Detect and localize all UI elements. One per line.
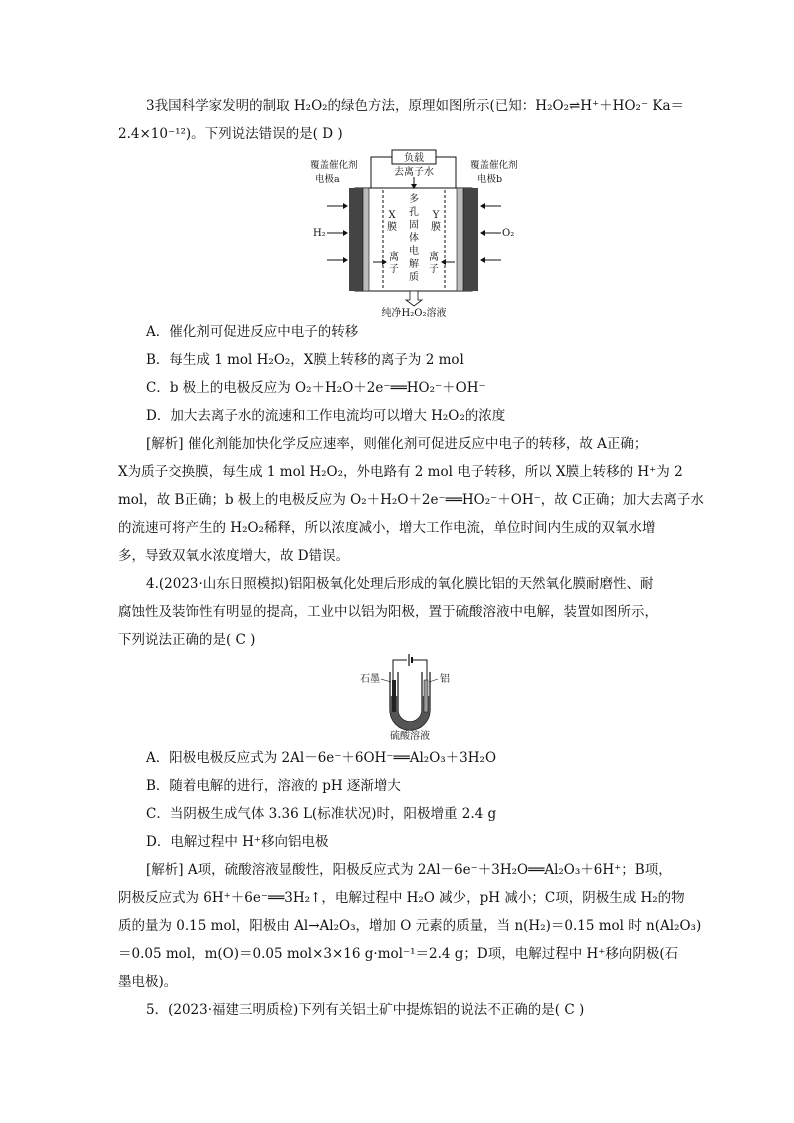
catalyst-a <box>363 188 369 291</box>
q3-option-d: D．加大去离子水的流速和工作电流均可以增大 H₂O₂的浓度 <box>146 408 506 424</box>
q5-stem-line-1: 5．(2023·福建三明质检)下列有关铝土矿中提炼铝的说法不正确的是( C ) <box>146 1002 585 1018</box>
electrolyte-char: 孔 <box>409 207 419 218</box>
q4-stem-line-3: 下列说法正确的是( C ) <box>118 632 256 648</box>
cat-a-label-2: 电极a <box>315 174 340 185</box>
electrolyte-char: 固 <box>409 220 419 231</box>
water-label: 去离子水 <box>394 167 434 178</box>
load-label: 负载 <box>404 153 424 164</box>
catalyst-b <box>457 188 463 291</box>
q3-option-a: A．催化剂可促进反应中电子的转移 <box>146 324 359 340</box>
electrolyte-char: 多 <box>409 194 419 205</box>
y-membrane-label-1: Y <box>432 210 440 221</box>
q4-analysis-line: ＝0.05 mol，m(O)＝0.05 mol×3×16 g·mol⁻¹＝2.4 g；D项，电解过程中 H⁺移向阴极(石 <box>118 946 679 962</box>
q3-option-b: B．每生成 1 mol H₂O₂，X膜上转移的离子为 2 mol <box>146 352 464 368</box>
ion-right-2: 子 <box>429 264 439 275</box>
q3-analysis-line: 多，导致双氧水浓度增大，故 D错误。 <box>118 548 350 564</box>
electrolysis-diagram <box>360 652 460 742</box>
q3-analysis-line: mol，故 B正确；b 极上的电极反应为 O₂＋H₂O＋2e⁻══HO₂⁻＋OH⁻，故 C正确；加大去离子水 <box>118 492 704 508</box>
q4-analysis-line: 墨电极)。 <box>118 974 178 990</box>
q4-analysis-line: [解析] A项，硫酸溶液显酸性，阳极反应式为 2Al－6e⁻＋3H₂O══Al₂O₃＋6H⁺；B项， <box>146 862 672 878</box>
y-membrane-label-2: 膜 <box>431 222 441 233</box>
ion-left-1: 离 <box>389 252 399 263</box>
q3-analysis-line: 的流速可将产生的 H₂O₂稀释，所以浓度减小，增大工作电流，单位时间内生成的双氧水增 <box>118 520 656 536</box>
bottom-label: 纯净H₂O₂溶液 <box>381 308 447 318</box>
graphite-electrode <box>392 680 396 712</box>
q3-analysis-line: [解析] 催化剂能加快化学反应速率，则催化剂可促进反应中电子的转移，故 A正确； <box>146 436 648 452</box>
cat-a-label-1: 覆盖催化剂 <box>310 160 358 171</box>
x-membrane-label-1: X <box>388 210 396 221</box>
solution-label: 硫酸溶液 <box>390 731 430 742</box>
o2-label: O₂ <box>502 228 515 239</box>
aluminum-electrode <box>424 680 428 712</box>
ion-left-2: 子 <box>389 264 399 275</box>
fuel-cell-diagram <box>305 148 520 318</box>
q4-option-b: B．随着电解的进行，溶液的 pH 逐渐增大 <box>146 778 401 794</box>
wire-right <box>436 157 456 188</box>
electrolyte-char: 电 <box>409 246 419 257</box>
q4-option-c: C．当阴极生成气体 3.36 L(标准状况)时，阳极增重 2.4 g <box>146 806 497 822</box>
q4-option-a: A．阳极电极反应式为 2Al－6e⁻＋6OH⁻══Al₂O₃＋3H₂O <box>146 750 497 766</box>
q3-stem-line-1: 3我国科学家发明的制取 H₂O₂的绿色方法，原理如图所示(已知：H₂O₂⇌H⁺＋HO₂⁻ Ka＝ <box>146 98 684 114</box>
q4-analysis-line: 阴极反应式为 6H⁺＋6e⁻══3H₂↑，电解过程中 H₂O 减少，pH 减小；C项，阴极生成 H₂的物 <box>118 890 685 906</box>
x-membrane-label-2: 膜 <box>387 222 397 233</box>
electrode-b <box>462 188 478 291</box>
q4-stem-line-2: 腐蚀性及装饰性有明显的提高，工业中以铝为阳极，置于硫酸溶液中电解，装置如图所示， <box>118 604 658 620</box>
q4-analysis-line: 质的量为 0.15 mol，阳极由 Al→Al₂O₃，增加 O 元素的质量，当 n(H₂)＝0.15 mol 时 n(Al₂O₃) <box>118 918 702 934</box>
electrolyte-char: 质 <box>409 272 419 283</box>
wire-left <box>371 157 392 188</box>
q3-stem-line-2: 2.4×10⁻¹²)。下列说法错误的是( D ) <box>118 126 343 142</box>
u-tube-inner <box>398 672 422 722</box>
cat-b-label-2: 电极b <box>477 174 503 185</box>
q4-stem-line-1: 4.(2023·山东日照模拟)铝阳极氧化处理后形成的氧化膜比铝的天然氧化膜耐磨性、耐 <box>146 576 654 592</box>
q3-analysis-line: X为质子交换膜，每生成 1 mol H₂O₂，外电路有 2 mol 电子转移，所以 X膜上转移的 H⁺为 2 <box>118 464 683 480</box>
cat-b-label-1: 覆盖催化剂 <box>470 160 518 171</box>
graphite-label: 石墨 <box>360 674 380 685</box>
aluminum-label: 铝 <box>440 674 450 685</box>
q3-option-c: C．b 极上的电极反应为 O₂＋H₂O＋2e⁻══HO₂⁻＋OH⁻ <box>146 380 486 396</box>
outlet-arrow <box>406 291 422 306</box>
h2-label: H₂ <box>313 228 326 239</box>
electrolyte-char: 解 <box>409 259 419 270</box>
electrode-a <box>349 188 365 291</box>
ion-right-1: 离 <box>429 252 439 263</box>
electrolyte-char: 体 <box>409 233 419 244</box>
q4-option-d: D．电解过程中 H⁺移向铝电极 <box>146 834 329 850</box>
